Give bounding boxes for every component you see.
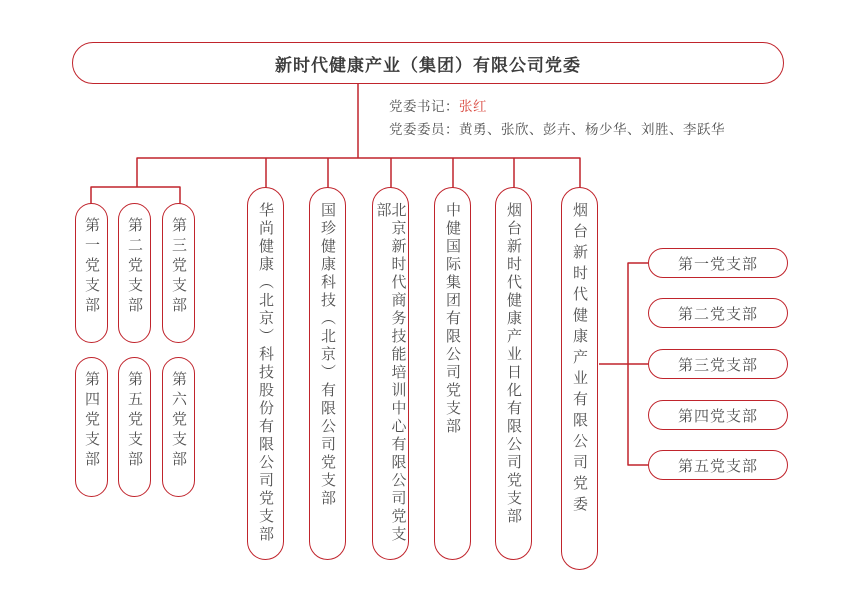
yantai-branch-node-1	[648, 248, 788, 278]
subsidiary-node-5	[495, 187, 532, 560]
secretary-label: 党委书记：	[389, 99, 459, 114]
root-committee-title: 新时代健康产业（集团）有限公司党委	[275, 55, 581, 75]
yantai-branch-label-1: 第一党支部	[677, 255, 758, 273]
subsidiary-node-3	[372, 187, 409, 560]
subsidiary-label-3: 北京新时代商务技能培训中心有限公司党支部	[374, 202, 407, 544]
yantai-branch-label-5: 第五党支部	[677, 457, 758, 475]
yantai-branch-node-2	[648, 298, 788, 328]
subsidiary-label-6: 烟台新时代健康产业有限公司党委	[571, 202, 588, 517]
subsidiary-node-1	[247, 187, 284, 560]
left-branch-label-2: 第二党支部	[126, 217, 143, 317]
yantai-branch-label-2: 第二党支部	[677, 305, 758, 323]
left-branch-label-6: 第六党支部	[170, 371, 187, 471]
left-branch-node-4	[75, 357, 108, 497]
subsidiary-node-4	[434, 187, 471, 560]
subsidiary-node-2	[309, 187, 346, 560]
left-branch-label-4: 第四党支部	[83, 371, 100, 471]
members-line	[389, 118, 725, 138]
yantai-branch-label-4: 第四党支部	[677, 407, 758, 425]
left-branch-node-5	[118, 357, 151, 497]
members-label: 党委委员：	[389, 122, 459, 137]
left-branch-node-2	[118, 203, 151, 343]
subsidiary-label-5: 烟台新时代健康产业日化有限公司党支部	[505, 202, 522, 526]
yantai-branch-node-4	[648, 400, 788, 430]
subsidiary-label-4: 中健国际集团有限公司党支部	[444, 202, 461, 436]
left-branch-node-1	[75, 203, 108, 343]
left-branch-node-3	[162, 203, 195, 343]
yantai-branch-node-5	[648, 450, 788, 480]
subsidiary-node-6	[561, 187, 598, 570]
left-branch-label-5: 第五党支部	[126, 371, 143, 471]
members-names: 黄勇、张欣、彭卉、杨少华、刘胜、李跃华	[459, 122, 725, 137]
subsidiary-label-1: 华尚健康（北京）科技股份有限公司党支部	[257, 202, 274, 544]
root-committee-node	[72, 42, 784, 84]
secretary-name: 张红	[459, 99, 487, 114]
yantai-branch-node-3	[648, 349, 788, 379]
yantai-branch-label-3: 第三党支部	[677, 356, 758, 374]
secretary-line	[389, 95, 487, 115]
left-branch-label-1: 第一党支部	[83, 217, 100, 317]
left-branch-label-3: 第三党支部	[170, 217, 187, 317]
left-branch-node-6	[162, 357, 195, 497]
subsidiary-label-2: 国珍健康科技（北京）有限公司党支部	[319, 202, 336, 508]
